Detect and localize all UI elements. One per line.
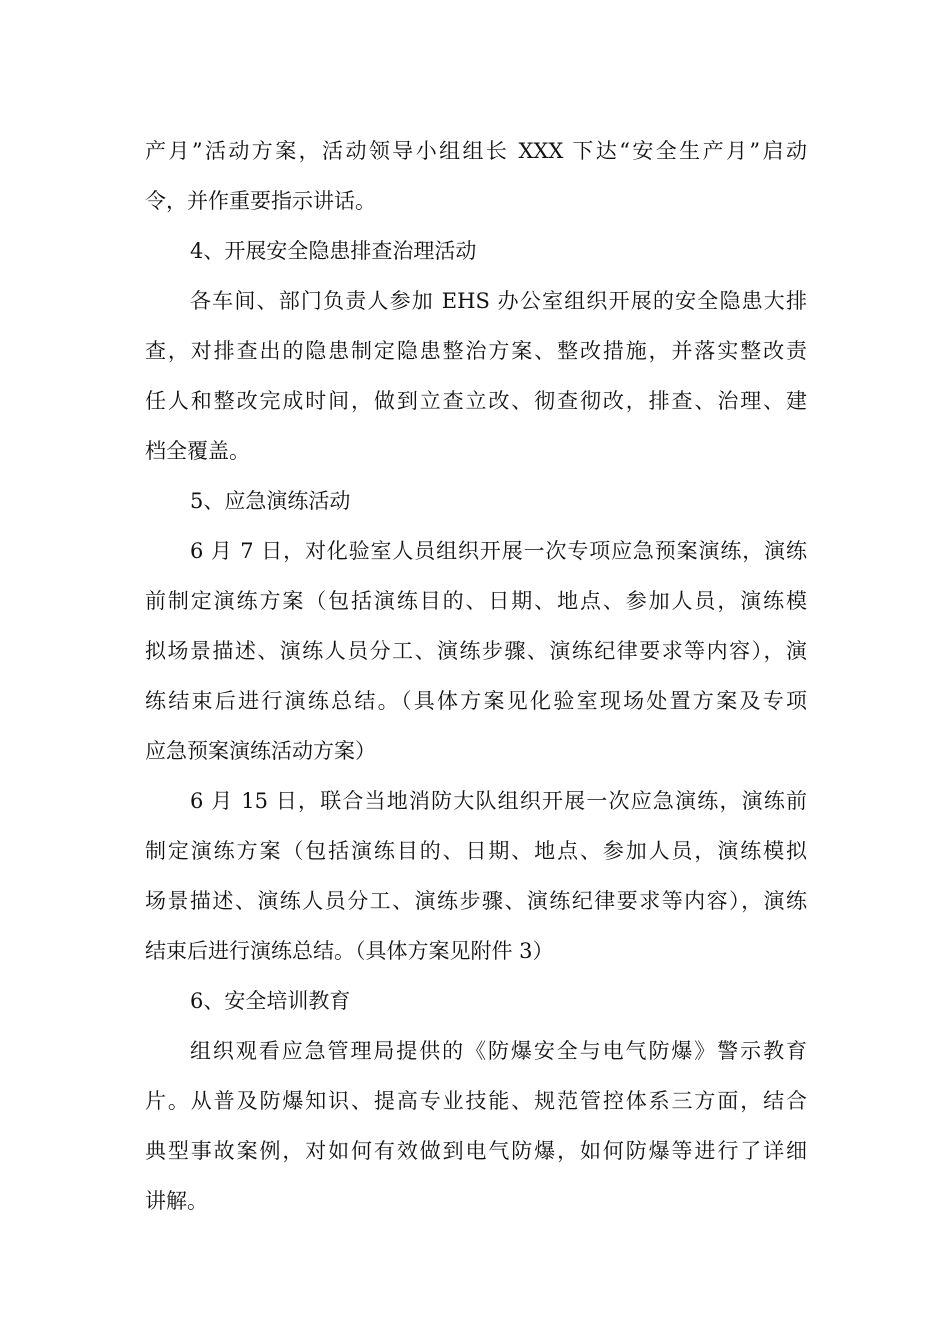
- text-line: 片。从普及防爆知识、提高专业技能、规范管控体系三方面，结合: [145, 1089, 807, 1113]
- section-heading: 4、开展安全隐患排查治理活动: [190, 239, 477, 263]
- section-heading: 5、应急演练活动: [190, 489, 351, 513]
- text-line: 拟场景描述、演练人员分工、演练步骤、演练纪律要求等内容），演: [145, 639, 807, 663]
- text-line: 令，并作重要指示讲话。: [145, 189, 376, 213]
- text-line: 场景描述、演练人员分工、演练步骤、演练纪律要求等内容），演练: [145, 889, 807, 913]
- text-line: 前制定演练方案（包括演练目的、日期、地点、参加人员，演练模: [145, 589, 807, 613]
- text-line: 制定演练方案（包括演练目的、日期、地点、参加人员，演练模拟: [145, 839, 807, 863]
- text-line: 各车间、部门负责人参加 EHS 办公室组织开展的安全隐患大排: [190, 289, 807, 313]
- text-line: 6 月 15 日，联合当地消防大队组织开展一次应急演练，演练前: [190, 789, 807, 813]
- text-line: 查，对排查出的隐患制定隐患整治方案、整改措施，并落实整改责: [145, 339, 807, 363]
- text-line: 6 月 7 日，对化验室人员组织开展一次专项应急预案演练，演练: [190, 539, 807, 563]
- text-line: 典型事故案例，对如何有效做到电气防爆，如何防爆等进行了详细: [145, 1139, 807, 1163]
- text-line: 结束后进行演练总结。（具体方案见附件 3）: [145, 939, 554, 963]
- text-line: 档全覆盖。: [145, 439, 250, 463]
- text-line: 产月”活动方案，活动领导小组组长 XXX 下达“安全生产月”启动: [145, 139, 807, 163]
- text-line: 讲解。: [145, 1189, 208, 1213]
- text-line: 应急预案演练活动方案）: [145, 739, 376, 763]
- text-line: 任人和整改完成时间，做到立查立改、彻查彻改，排查、治理、建: [145, 389, 807, 413]
- section-heading: 6、安全培训教育: [190, 989, 351, 1013]
- text-line: 组织观看应急管理局提供的《防爆安全与电气防爆》警示教育: [190, 1039, 807, 1063]
- text-line: 练结束后进行演练总结。（具体方案见化验室现场处置方案及专项: [145, 689, 807, 713]
